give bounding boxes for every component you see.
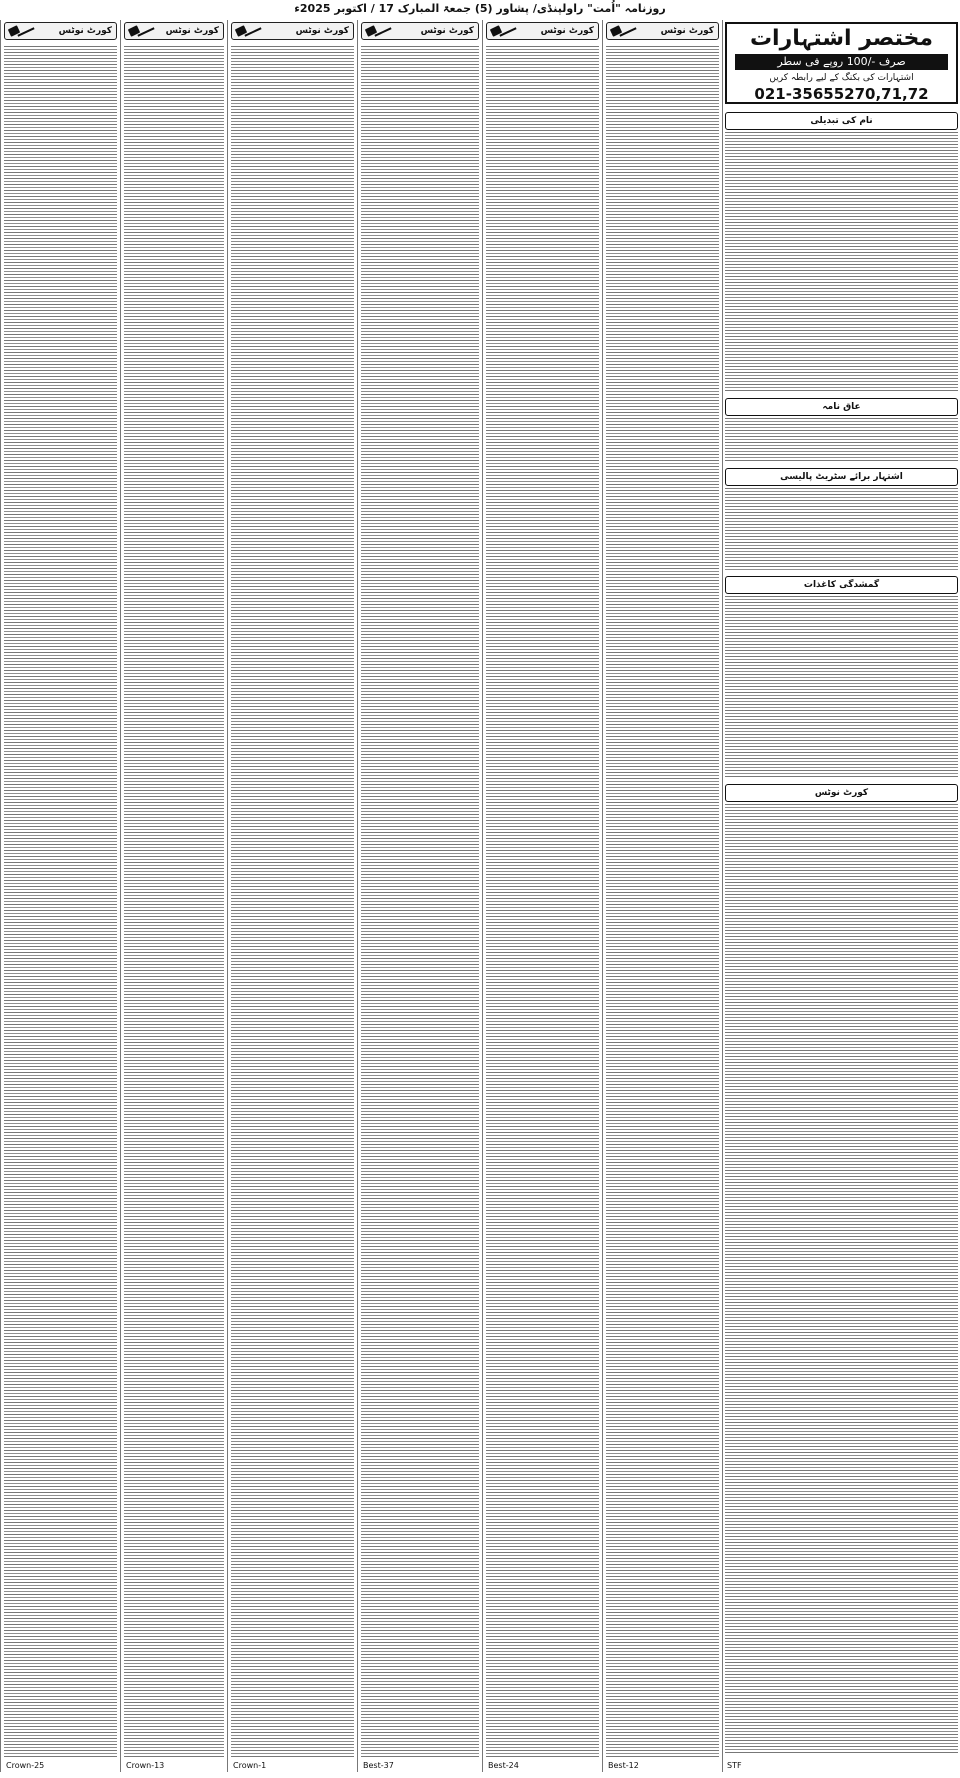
notice-text-block (231, 46, 354, 1758)
notice-text-block (486, 46, 599, 1758)
column-footer: Crown-1 (233, 1761, 267, 1770)
column-header (361, 22, 479, 40)
classifieds-rate: صرف -/100 روپے فی سطر (735, 54, 948, 70)
classified-text-block (725, 132, 958, 392)
column-header-title: کورٹ نوٹس (295, 26, 349, 36)
column-footer: Crown-13 (126, 1761, 165, 1770)
section-header-lost-documents: گمشدگی کاغذات (725, 576, 958, 594)
column-footer: Best-37 (363, 1761, 394, 1770)
masthead: روزنامہ "اُمت" راولپنڈی/ پشاور (5) جمعۃ المبارک 17 / اکتوبر 2025ء (294, 2, 666, 15)
column-header (231, 22, 354, 40)
court-notice-column-3 (227, 20, 357, 1772)
court-notice-column-4 (357, 20, 482, 1772)
column-header-title: کورٹ نوٹس (58, 26, 112, 36)
column-header-title: کورٹ نوٹس (420, 26, 474, 36)
gavel-icon (611, 25, 639, 37)
classifieds-title: مختصر اشتہارات (749, 26, 934, 51)
section-header-court-notice: کورٹ نوٹس (725, 784, 958, 802)
column-header (606, 22, 719, 40)
column-header-title: کورٹ نوٹس (540, 26, 594, 36)
court-notice-column-5 (482, 20, 602, 1772)
court-notice-column-1 (0, 20, 120, 1772)
column-footer: Best-12 (608, 1761, 639, 1770)
classified-text-block (725, 596, 958, 778)
column-header (4, 22, 117, 40)
classifieds-column (722, 20, 960, 1772)
column-header (124, 22, 224, 40)
classified-text-block (725, 488, 958, 570)
classified-text-block (725, 418, 958, 462)
column-header (486, 22, 599, 40)
classifieds-phone: 021-35655270,71,72 (754, 85, 929, 103)
column-header-title: کورٹ نوٹس (165, 26, 219, 36)
section-header-disownment: عاق نامہ (725, 398, 958, 416)
classifieds-banner (725, 22, 958, 104)
notice-text-block (4, 46, 117, 1758)
gavel-icon (491, 25, 519, 37)
column-header-title: کورٹ نوٹس (660, 26, 714, 36)
court-notice-column-6 (602, 20, 722, 1772)
notice-text-block (361, 46, 479, 1758)
column-footer: Crown-25 (6, 1761, 45, 1770)
notice-text-block (124, 46, 224, 1758)
classifieds-contact: اشتہارات کی بکنگ کے لیے رابطہ کریں (769, 73, 914, 83)
gavel-icon (129, 25, 157, 37)
gavel-icon (236, 25, 264, 37)
column-footer: Best-24 (488, 1761, 519, 1770)
classified-text-block (725, 804, 958, 1754)
column-footer: STF (727, 1761, 742, 1770)
gavel-icon (366, 25, 394, 37)
gavel-icon (9, 25, 37, 37)
notice-text-block (606, 46, 719, 1758)
section-header-policy: اشتہار برائے سٹریٹ پالیسی (725, 468, 958, 486)
section-header-name-change: نام کی تبدیلی (725, 112, 958, 130)
court-notice-column-2 (120, 20, 227, 1772)
